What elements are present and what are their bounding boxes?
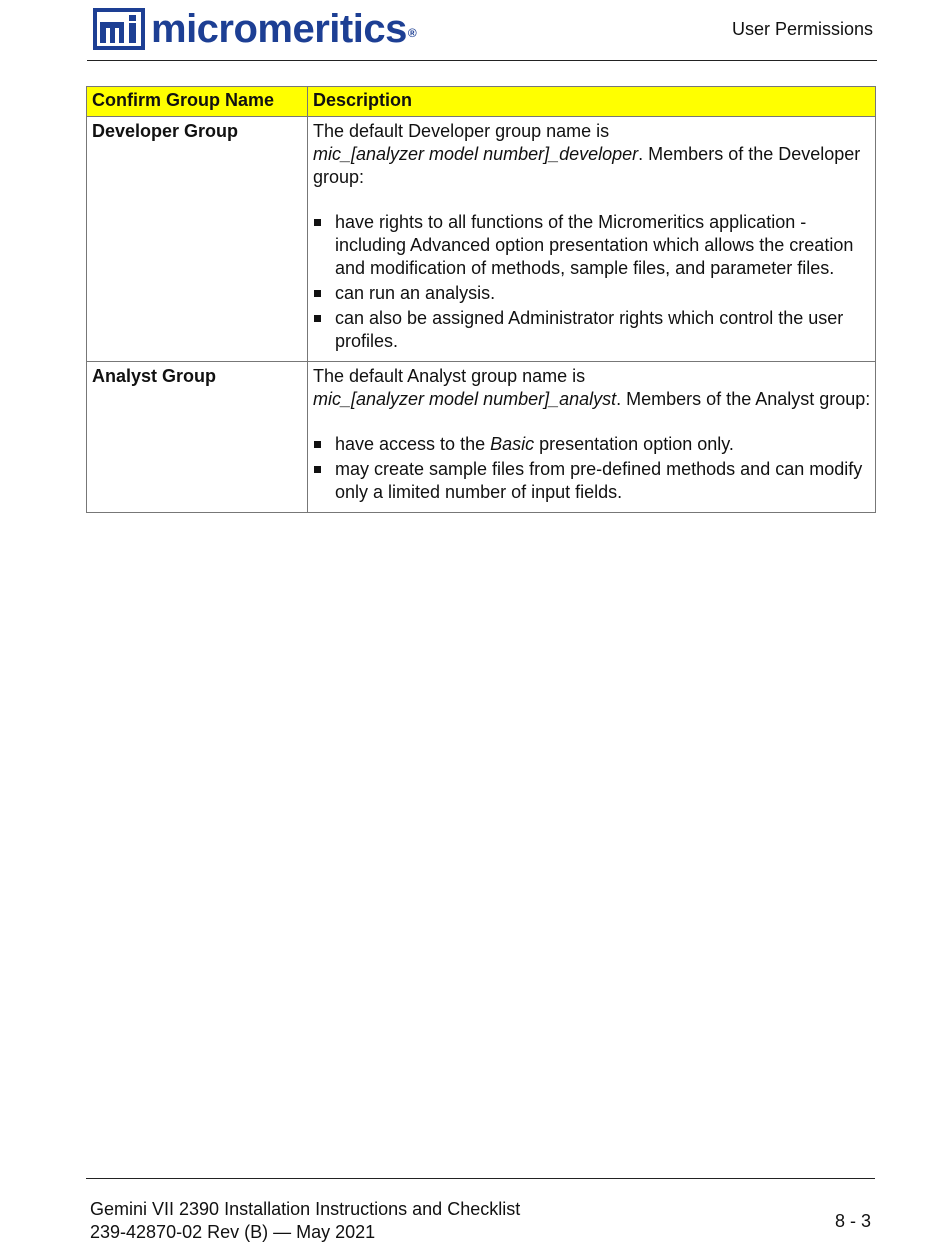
- document-revision: 239-42870-02 Rev (B) — May 2021: [90, 1222, 376, 1242]
- logo-mark-icon: [93, 8, 145, 50]
- group-permissions-table: [86, 86, 876, 513]
- description-analyst: [308, 362, 876, 513]
- bullet-square-icon: [314, 441, 321, 448]
- table-row-analyst: [87, 362, 876, 513]
- description-developer: [308, 117, 876, 362]
- developer-rights-list: [313, 211, 871, 353]
- micromeritics-logo: [93, 8, 416, 50]
- list-item: can run an analysis.: [313, 282, 871, 305]
- developer-intro: The default Developer group name is mic_[analyzer model number]_developer. Members of the Developer group:: [313, 121, 861, 187]
- table-row-developer: [87, 117, 876, 362]
- page-footer: [86, 1178, 875, 1242]
- analyst-rights-list: [313, 433, 871, 504]
- section-title: User Permissions: [731, 19, 873, 39]
- list-item: may create sample files from pre-defined methods and can modify only a limited number of input fields.: [313, 458, 871, 504]
- page-header: [87, 0, 877, 61]
- bullet-square-icon: [314, 315, 321, 322]
- bullet-square-icon: [314, 290, 321, 297]
- analyst-intro: The default Analyst group name is mic_[analyzer model number]_analyst. Members of the Analyst group:: [313, 366, 871, 409]
- table-header-row: [87, 87, 876, 117]
- list-item: can also be assigned Administrator rights which control the user profiles.: [313, 307, 871, 353]
- list-item: have rights to all functions of the Micromeritics application - including Advanced option presentation which allows the creation and modification of methods, sample files, and parameter files.: [313, 211, 871, 280]
- document-title: Gemini VII 2390 Installation Instructions and Checklist: [90, 1199, 521, 1219]
- group-name-developer: Developer Group: [87, 117, 308, 362]
- bullet-square-icon: [314, 466, 321, 473]
- column-header-description: Description: [308, 87, 876, 117]
- document-info: [90, 1198, 520, 1244]
- developer-group-default-name: mic_[analyzer model number]_developer: [313, 144, 639, 164]
- group-name-analyst: Analyst Group: [87, 362, 308, 513]
- page-number: 8 - 3: [834, 1211, 871, 1231]
- list-item: have access to the Basic presentation option only.: [313, 433, 871, 456]
- registered-mark-icon: ®: [407, 26, 417, 40]
- bullet-square-icon: [314, 219, 321, 226]
- column-header-group-name: Confirm Group Name: [87, 87, 308, 117]
- brand-name: micromeritics®: [151, 7, 417, 51]
- analyst-group-default-name: mic_[analyzer model number]_analyst: [313, 389, 617, 409]
